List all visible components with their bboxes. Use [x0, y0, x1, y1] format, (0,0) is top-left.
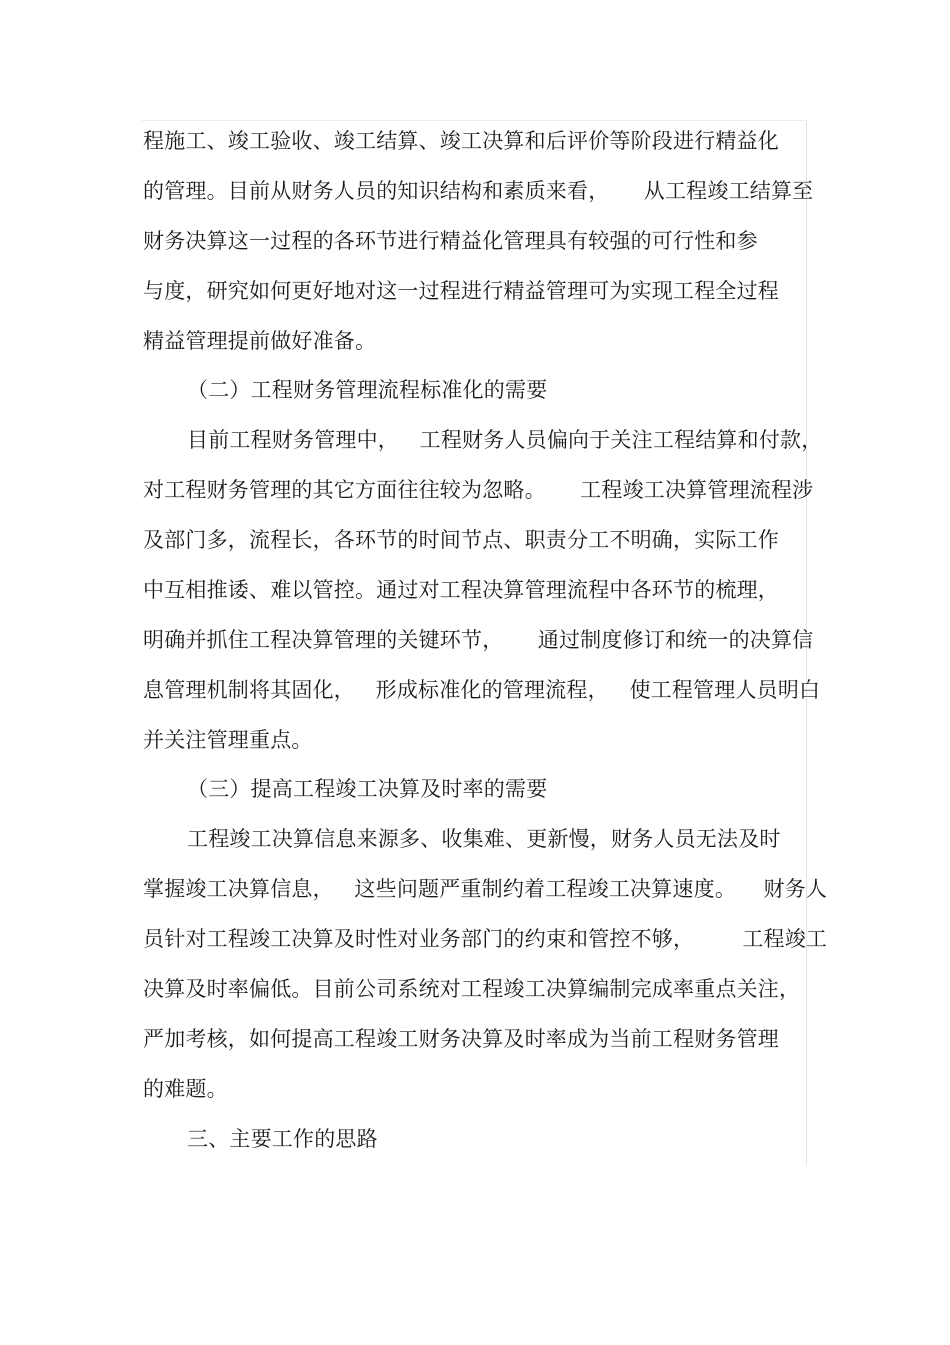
body-text-line: 明确并抓住工程决算管理的关键环节， 通过制度修订和统一的决算信 — [143, 628, 814, 652]
body-text-line: 的难题。 — [143, 1077, 228, 1101]
body-text-line: 掌握竣工决算信息， 这些问题严重制约着工程竣工决算速度。 财务人 — [143, 877, 828, 901]
body-text-line: 对工程财务管理的其它方面往往较为忽略。 工程竣工决算管理流程涉 — [143, 478, 814, 502]
body-text-line: 员针对工程竣工决算及时性对业务部门的约束和管控不够， 工程竣工 — [143, 927, 828, 951]
body-text-line: 及部门多，流程长，各环节的时间节点、职责分工不明确，实际工作 — [143, 528, 779, 552]
body-text-line: 并关注管理重点。 — [143, 728, 313, 752]
body-text-line: 精益管理提前做好准备。 — [143, 329, 377, 353]
body-text-line: 的管理。目前从财务人员的知识结构和素质来看， 从工程竣工结算至 — [143, 179, 814, 203]
body-text-line: 工程竣工决算信息来源多、收集难、更新慢，财务人员无法及时 — [187, 827, 781, 851]
body-text-line: 严加考核，如何提高工程竣工财务决算及时率成为当前工程财务管理 — [143, 1027, 779, 1051]
body-text-line: 财务决算这一过程的各环节进行精益化管理具有较强的可行性和参 — [143, 229, 758, 253]
body-text-line: 决算及时率偏低。目前公司系统对工程竣工决算编制完成率重点关注， — [143, 977, 801, 1001]
body-text-line: 与度，研究如何更好地对这一过程进行精益管理可为实现工程全过程 — [143, 279, 779, 303]
body-text-line: 中互相推诿、难以管控。通过对工程决算管理流程中各环节的梳理， — [143, 578, 779, 602]
body-text-line: 程施工、竣工验收、竣工结算、竣工决算和后评价等阶段进行精益化 — [143, 129, 779, 153]
body-text-line: 目前工程财务管理中， 工程财务人员偏向于关注工程结算和付款， — [187, 428, 823, 452]
section-heading: （二）工程财务管理流程标准化的需要 — [187, 378, 548, 402]
section-heading: （三）提高工程竣工决算及时率的需要 — [187, 777, 548, 801]
body-text-line: 息管理机制将其固化， 形成标准化的管理流程， 使工程管理人员明白 — [143, 678, 821, 702]
section-heading: 三、主要工作的思路 — [187, 1127, 378, 1151]
